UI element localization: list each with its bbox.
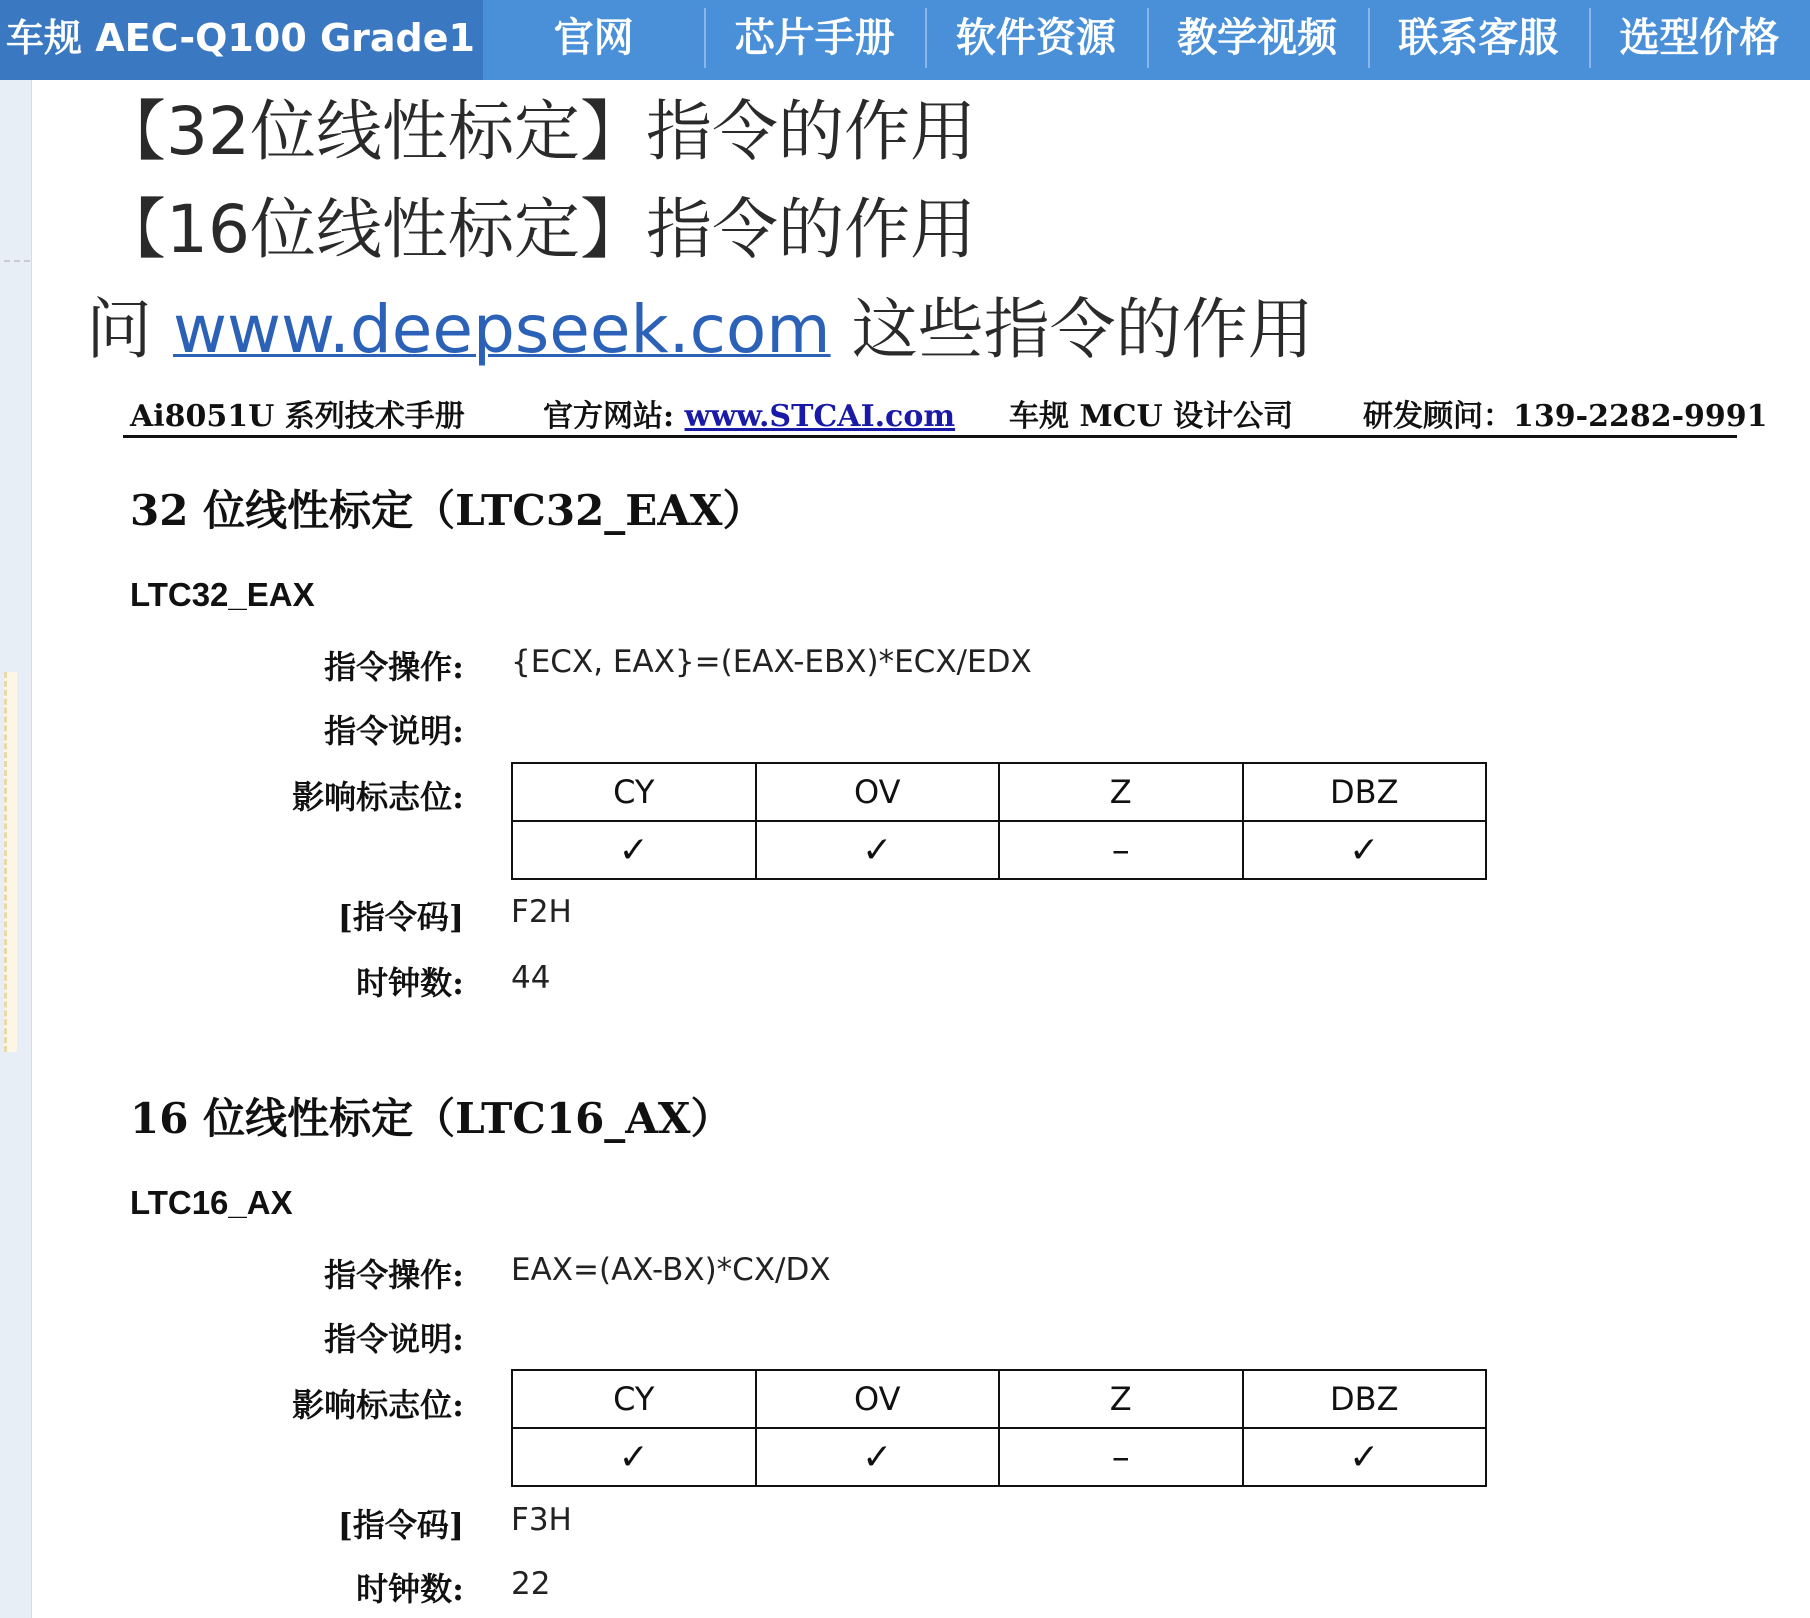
nav-item-software[interactable]: 软件资源 xyxy=(925,0,1146,80)
flag-header-dbz: DBZ xyxy=(1243,1370,1487,1428)
flag-value-z: – xyxy=(999,821,1243,879)
value-clocks: 22 xyxy=(511,1566,551,1602)
flags-header-row xyxy=(512,1370,1486,1428)
label-description: 指令说明: xyxy=(324,712,464,750)
header-advisor-phone: 研发顾问：139-2282-9991 xyxy=(1363,399,1768,434)
nav-item-official-site[interactable]: 官网 xyxy=(553,15,634,61)
flag-header-dbz: DBZ xyxy=(1243,763,1487,821)
header-official-site xyxy=(543,391,955,435)
label-operation: 指令操作: xyxy=(324,648,464,686)
nav-item-pricing[interactable]: 选型价格 xyxy=(1589,0,1810,80)
nav-item-videos[interactable]: 教学视频 xyxy=(1147,0,1368,80)
label-flags: 影响标志位: xyxy=(292,778,464,816)
nav-item-support[interactable]: 联系客服 xyxy=(1368,0,1589,80)
value-clocks: 44 xyxy=(511,960,551,996)
flag-value-dbz: ✓ xyxy=(1243,821,1487,879)
value-opcode: F2H xyxy=(511,894,572,930)
value-operation: {ECX, EAX}=(EAX-EBX)*ECX/EDX xyxy=(511,644,1032,680)
left-gutter xyxy=(0,80,32,1618)
section-title-ltc16: 16 位线性标定（LTC16_AX） xyxy=(130,1094,733,1143)
flags-table xyxy=(511,1369,1487,1487)
value-operation: EAX=(AX-BX)*CX/DX xyxy=(511,1252,831,1288)
flag-header-z: Z xyxy=(999,763,1243,821)
question-ask-deepseek xyxy=(86,290,1314,370)
top-nav-bar xyxy=(0,0,1810,80)
deepseek-link[interactable]: www.deepseek.com xyxy=(172,291,831,368)
flags-header-row xyxy=(512,763,1486,821)
header-manual-title: Ai8051U 系列技术手册 xyxy=(130,399,465,434)
instruction-name-ltc16: LTC16_AX xyxy=(130,1184,293,1221)
flag-value-cy: ✓ xyxy=(512,821,756,879)
label-opcode: [指令码] xyxy=(337,1506,464,1544)
nav-items xyxy=(483,0,1810,80)
label-clocks: 时钟数: xyxy=(356,1570,464,1608)
flag-value-dbz: ✓ xyxy=(1243,1428,1487,1486)
flag-header-ov: OV xyxy=(756,1370,1000,1428)
label-flags: 影响标志位: xyxy=(292,1386,464,1424)
document-header xyxy=(123,387,1768,438)
flags-table xyxy=(511,762,1487,880)
label-clocks: 时钟数: xyxy=(356,964,464,1002)
value-opcode: F3H xyxy=(511,1502,572,1538)
question-32bit: 【32位线性标定】指令的作用 xyxy=(100,93,976,170)
nav-brand[interactable]: 车规 AEC-Q100 Grade1 xyxy=(0,0,483,80)
header-site-link[interactable]: www.STCAI.com xyxy=(684,399,956,434)
nav-item-datasheet[interactable]: 芯片手册 xyxy=(704,0,925,80)
gutter-divider xyxy=(4,260,30,262)
question-prefix: 问 xyxy=(86,291,173,368)
flag-header-z: Z xyxy=(999,1370,1243,1428)
flag-value-cy: ✓ xyxy=(512,1428,756,1486)
flag-header-ov: OV xyxy=(756,763,1000,821)
flags-value-row xyxy=(512,1428,1486,1486)
instruction-name-ltc32: LTC32_EAX xyxy=(130,576,315,613)
header-company: 车规 MCU 设计公司 xyxy=(1009,399,1294,434)
label-description: 指令说明: xyxy=(324,1320,464,1358)
flag-value-ov: ✓ xyxy=(756,1428,1000,1486)
label-opcode: [指令码] xyxy=(337,898,464,936)
header-site-label: 官方网站: xyxy=(543,399,685,434)
flag-value-z: – xyxy=(999,1428,1243,1486)
flags-value-row xyxy=(512,821,1486,879)
question-suffix: 这些指令的作用 xyxy=(830,291,1314,368)
flag-value-ov: ✓ xyxy=(756,821,1000,879)
section-title-ltc32: 32 位线性标定（LTC32_EAX） xyxy=(130,486,765,535)
flag-header-cy: CY xyxy=(512,763,756,821)
label-operation: 指令操作: xyxy=(324,1256,464,1294)
question-16bit: 【16位线性标定】指令的作用 xyxy=(100,191,976,268)
flag-header-cy: CY xyxy=(512,1370,756,1428)
gutter-highlight-mark xyxy=(4,672,17,1052)
